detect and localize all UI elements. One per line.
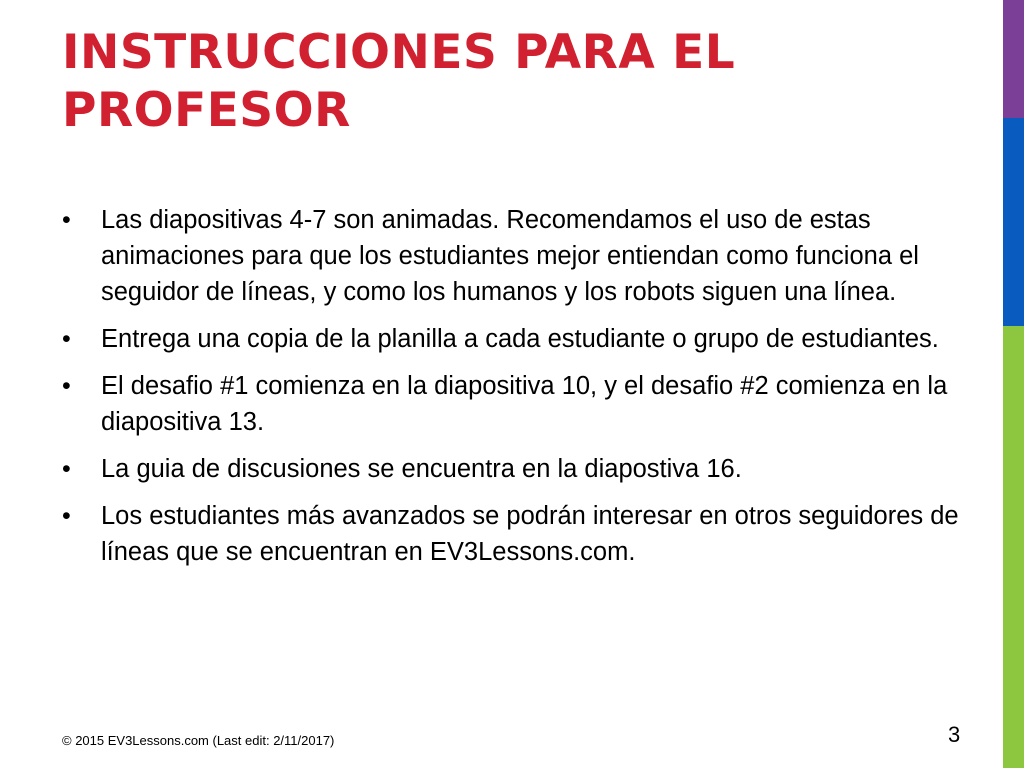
bullet-text: Los estudiantes más avanzados se podrán interesar en otros seguidores de líneas que se encuentran en EV3Lessons.com. [101,502,959,566]
bullet-text: Entrega una copia de la planilla a cada estudiante o grupo de estudiantes. [101,325,939,353]
bullet-text: El desafio #1 comienza en la diapositiva 10, y el desafio #2 comienza en la diapositiva 13. [101,372,948,436]
bullet-item [62,202,962,310]
bullet-item [62,451,962,487]
bullet-text: Las diapositivas 4-7 son animadas. Recomendamos el uso de estas animaciones para que los estudiantes mejor entiendan como funciona el seguidor de líneas, y como los humanos y los robots siguen una línea. [101,206,919,306]
bullet-marker: • [62,455,71,483]
slide-title: INSTRUCCIONES PARA EL PROFESOR [62,25,736,138]
bullet-marker: • [62,372,71,400]
page-number: 3 [948,722,961,747]
side-bar-green [1003,326,1024,768]
bullet-item [62,368,962,440]
bullet-marker: • [62,206,71,234]
bullet-list [62,202,962,581]
side-bar-purple [1003,0,1024,118]
bullet-text: La guia de discusiones se encuentra en la diapostiva 16. [101,455,742,483]
bullet-marker: • [62,502,71,530]
bullet-item [62,498,962,570]
copyright-footer: © 2015 EV3Lessons.com (Last edit: 2/11/2017) [62,733,335,748]
bullet-item [62,321,962,357]
side-bar-blue [1003,118,1024,326]
bullet-marker: • [62,325,71,353]
